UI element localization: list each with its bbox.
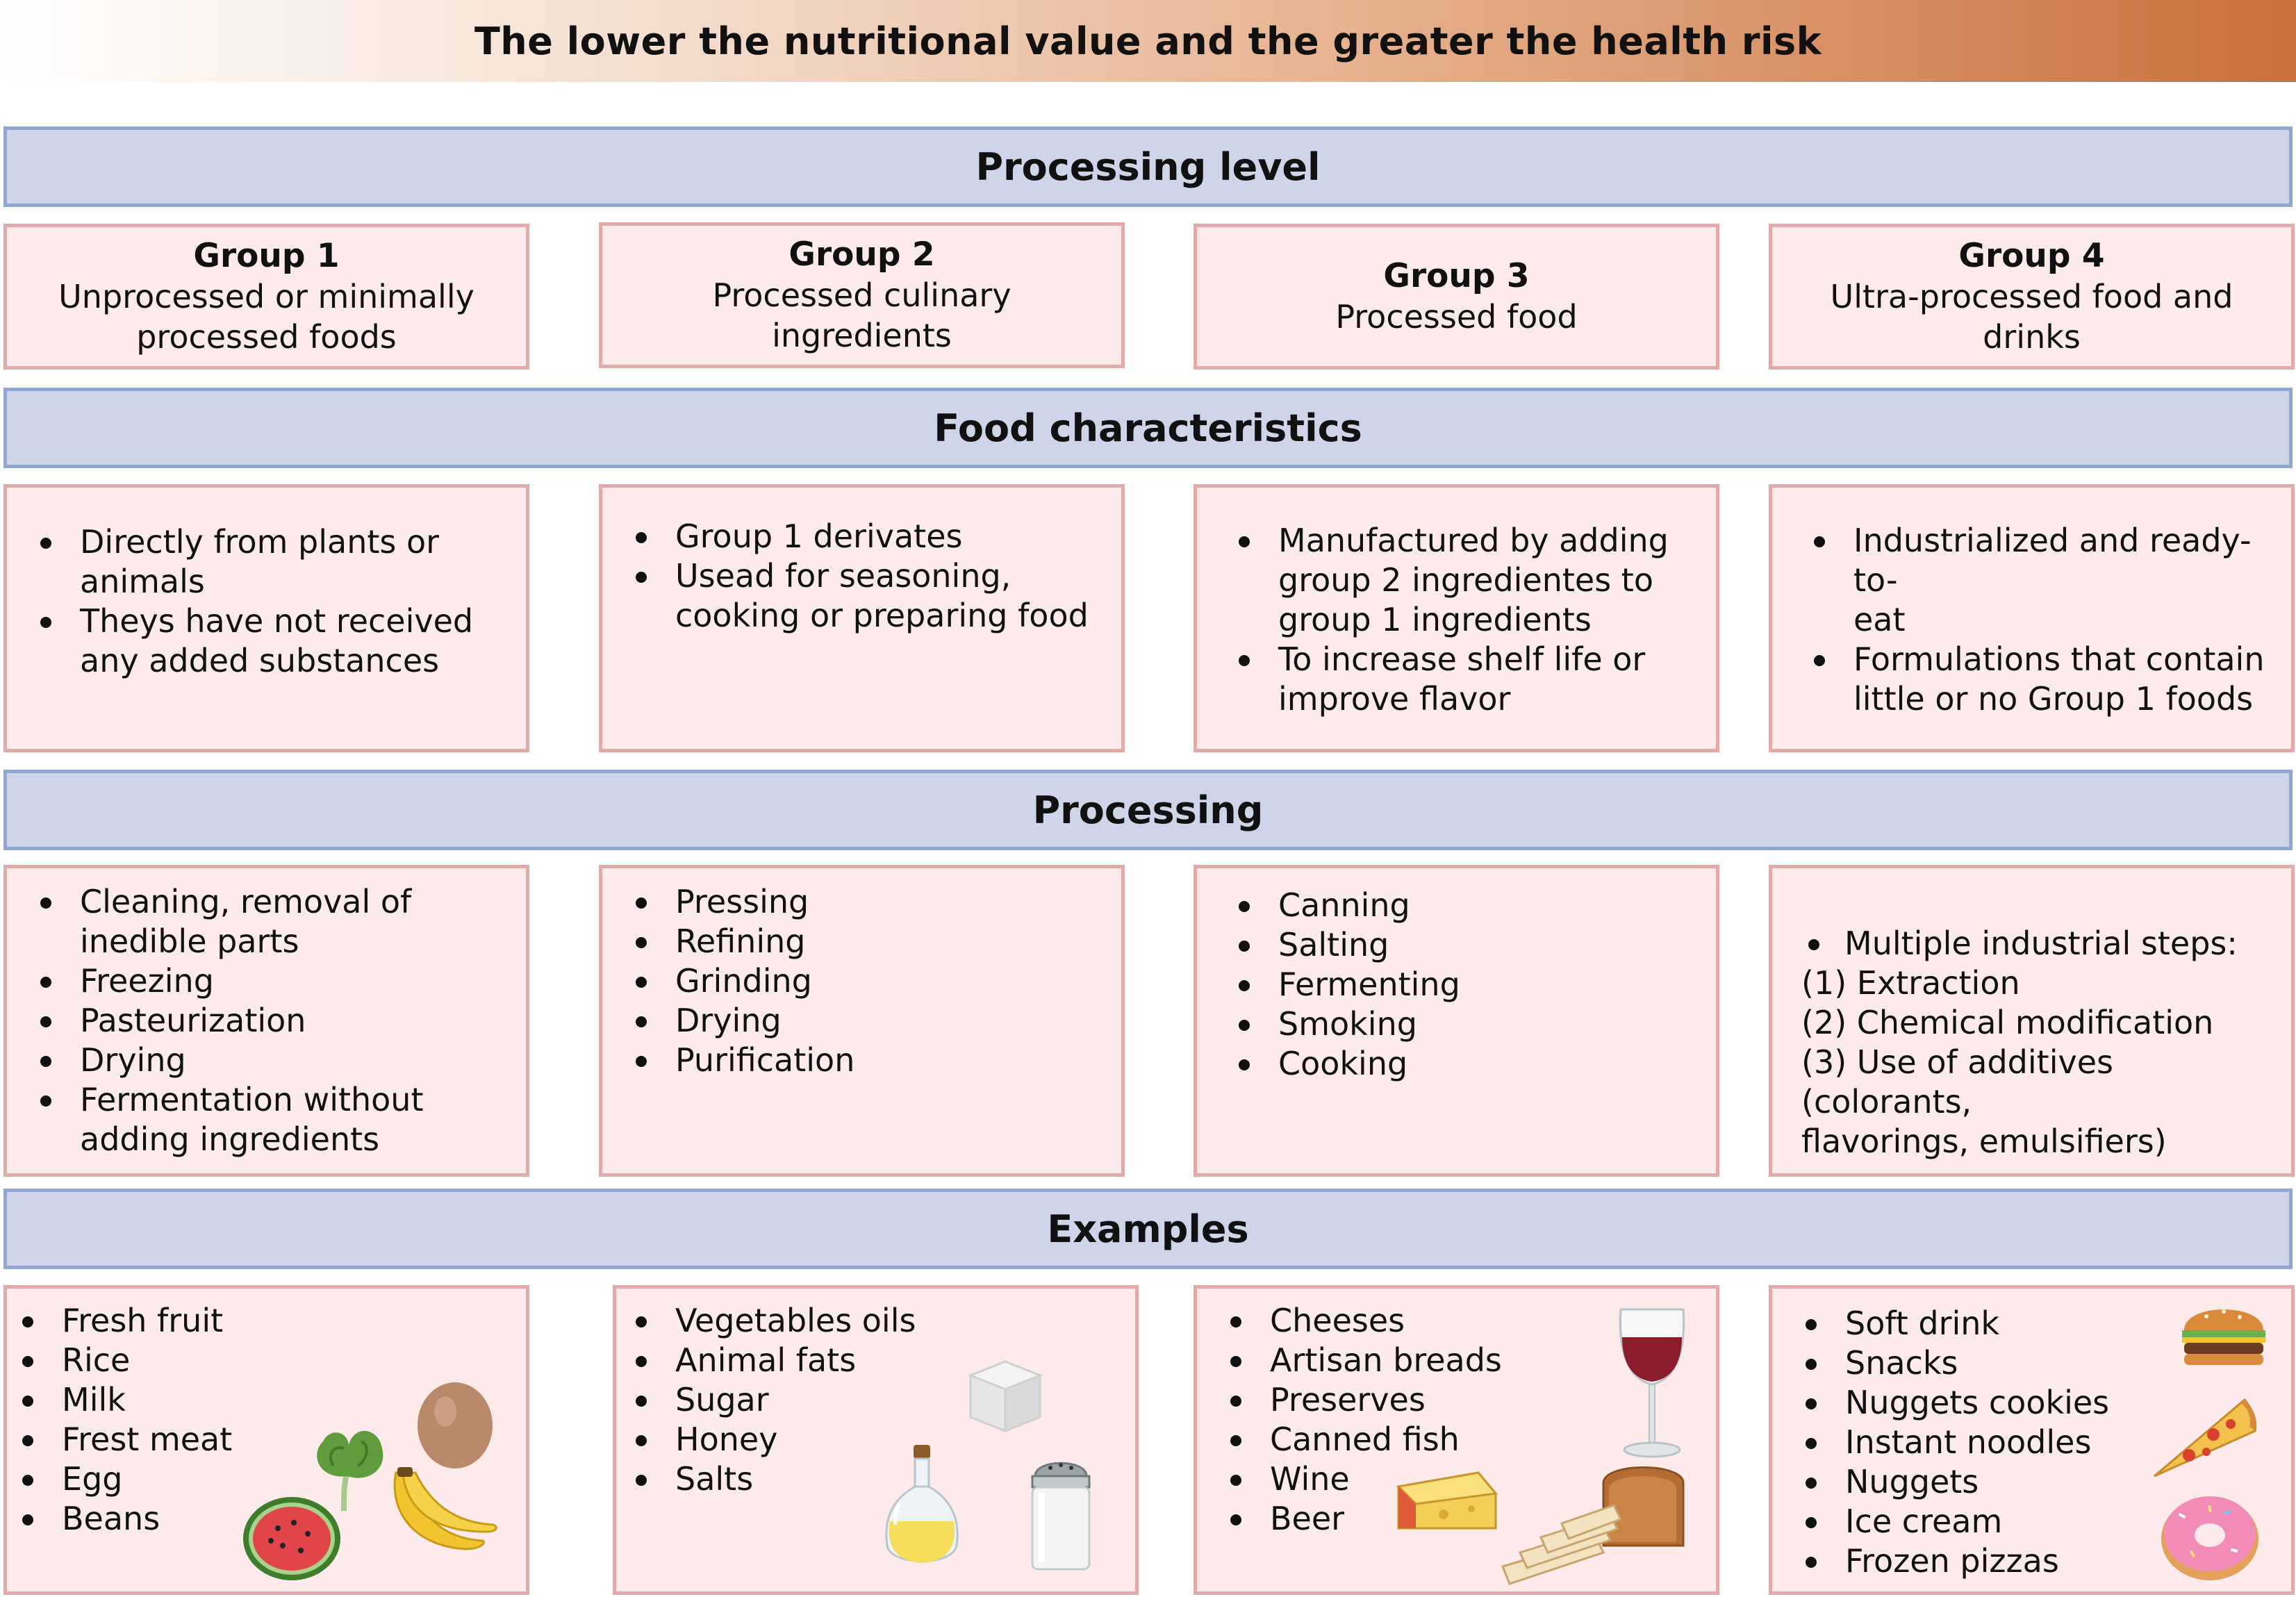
banner-text: The lower the nutritional value and the greater the health risk [474, 19, 1822, 63]
list-item: Pressing [629, 882, 1107, 922]
processing-group-1 [3, 865, 529, 1177]
list-item: Freezing [33, 961, 512, 1001]
processing-group-3 [1194, 865, 1719, 1177]
oil-bottle-icon [880, 1441, 964, 1573]
list-item: Directly from plants or animals [33, 522, 512, 602]
list-item: Snacks [1799, 1343, 2277, 1383]
group-3-card [1194, 224, 1719, 370]
section-header-processing-level [3, 126, 2293, 207]
section-header-processing [3, 770, 2293, 850]
list-item: Purification [629, 1041, 1107, 1080]
watermelon-icon [240, 1493, 344, 1584]
list-item: Drying [33, 1041, 512, 1080]
list-item: Nuggets cookies [1799, 1383, 2277, 1423]
list-item: Refining [629, 922, 1107, 961]
list-item: Multiple industrial steps: [1801, 924, 2284, 963]
list-item: Nuggets [1799, 1462, 2277, 1502]
bread-icon [1499, 1455, 1694, 1594]
list-item: Formulations that contain little or no Group 1 foods [1807, 640, 2277, 719]
list-item: Fermentation without adding ingredients [33, 1080, 512, 1159]
processing-step: (1) Extraction [1801, 964, 2020, 1002]
processing-group-4 [1769, 865, 2295, 1177]
section-title: Processing level [975, 144, 1321, 189]
group-title: Group 2 [788, 235, 935, 274]
list-item: Drying [629, 1001, 1107, 1041]
list-item: Frozen pizzas [1799, 1541, 2277, 1581]
egg-icon [413, 1375, 497, 1469]
group-title: Group 4 [1958, 237, 2105, 275]
list-item: To increase shelf life or improve flavor [1232, 640, 1702, 719]
group-title: Group 3 [1383, 257, 1530, 295]
donut-icon [2158, 1487, 2262, 1584]
list-item: Group 1 derivates [629, 517, 1107, 556]
group-4-card [1769, 224, 2295, 370]
group-description-line: processed foods [136, 318, 397, 356]
list-item: Animal fats [629, 1341, 1121, 1380]
list-item: Smoking [1232, 1004, 1702, 1044]
banana-icon [382, 1466, 500, 1563]
examples-group-3 [1194, 1285, 1719, 1595]
section-title: Examples [1047, 1207, 1249, 1251]
group-description-line: drinks [1983, 318, 2081, 356]
list-item: Manufactured by adding group 2 ingredientes to group 1 ingredients [1232, 521, 1702, 640]
list-item: Beans [15, 1499, 512, 1539]
list-item: Beer [1223, 1499, 1702, 1539]
list-item: Instant noodles [1799, 1423, 2277, 1462]
list-item: Cheeses [1223, 1301, 1702, 1341]
list-item: Cleaning, removal of inedible parts [33, 882, 512, 961]
section-title: Food characteristics [934, 406, 1362, 450]
list-item: Ice cream [1799, 1502, 2277, 1541]
examples-group-2 [613, 1285, 1139, 1595]
list-item: Milk [15, 1380, 512, 1420]
list-item: Theys have not received any added substances [33, 602, 512, 681]
list-item: Fresh fruit [15, 1301, 512, 1341]
list-item: Preserves [1223, 1380, 1702, 1420]
burger-icon [2179, 1299, 2269, 1368]
sugar-cube-icon [964, 1355, 1047, 1438]
list-item: Fermenting [1232, 965, 1702, 1004]
health-risk-banner [0, 0, 2296, 82]
list-item: Grinding [629, 961, 1107, 1001]
pizza-slice-icon [2147, 1393, 2258, 1483]
cheese-icon [1395, 1466, 1499, 1535]
list-item: Artisan breads [1223, 1341, 1702, 1380]
characteristics-group-1 [3, 484, 529, 752]
processing-step: flavorings, emulsifiers) [1801, 1123, 2167, 1160]
list-item: Industrialized and ready-to- eat [1807, 521, 2277, 640]
section-title: Processing [1032, 788, 1264, 832]
wine-glass-icon [1614, 1302, 1690, 1462]
processing-step: (2) Chemical modification [1801, 1004, 2214, 1041]
list-item: Usead for seasoning, cooking or preparing food [629, 556, 1107, 636]
examples-group-1 [3, 1285, 529, 1595]
list-item: Egg [15, 1459, 512, 1499]
list-item: Sugar [629, 1380, 1121, 1420]
list-item: Frest meat [15, 1420, 512, 1459]
list-item: Soft drink [1799, 1304, 2277, 1343]
list-item: Salts [629, 1459, 1121, 1499]
characteristics-group-2 [599, 484, 1125, 752]
list-item: Pasteurization [33, 1001, 512, 1041]
salt-shaker-icon [1023, 1448, 1099, 1573]
list-item: Vegetables oils [629, 1301, 1121, 1341]
group-description-line: Processed food [1335, 298, 1578, 336]
section-header-food-characteristics [3, 388, 2293, 468]
section-header-examples [3, 1189, 2293, 1269]
list-item: Honey [629, 1420, 1121, 1459]
group-1-card [3, 224, 529, 370]
list-item: Cooking [1232, 1044, 1702, 1084]
processing-group-2 [599, 865, 1125, 1177]
group-2-card [599, 222, 1125, 368]
examples-group-4 [1769, 1285, 2295, 1595]
list-item: Canned fish [1223, 1420, 1702, 1459]
processing-step: (3) Use of additives (colorants, [1801, 1043, 2113, 1120]
group-description-line: Unprocessed or minimally [58, 278, 474, 315]
list-item: Rice [15, 1341, 512, 1380]
list-item: Salting [1232, 925, 1702, 965]
characteristics-group-3 [1194, 484, 1719, 752]
list-item: Canning [1232, 886, 1702, 925]
characteristics-group-4 [1769, 484, 2295, 752]
list-item: Wine [1223, 1459, 1702, 1499]
group-description-line: Ultra-processed food and [1830, 278, 2233, 315]
group-title: Group 1 [193, 237, 340, 275]
group-description-line: Processed culinary ingredients [712, 276, 1011, 354]
